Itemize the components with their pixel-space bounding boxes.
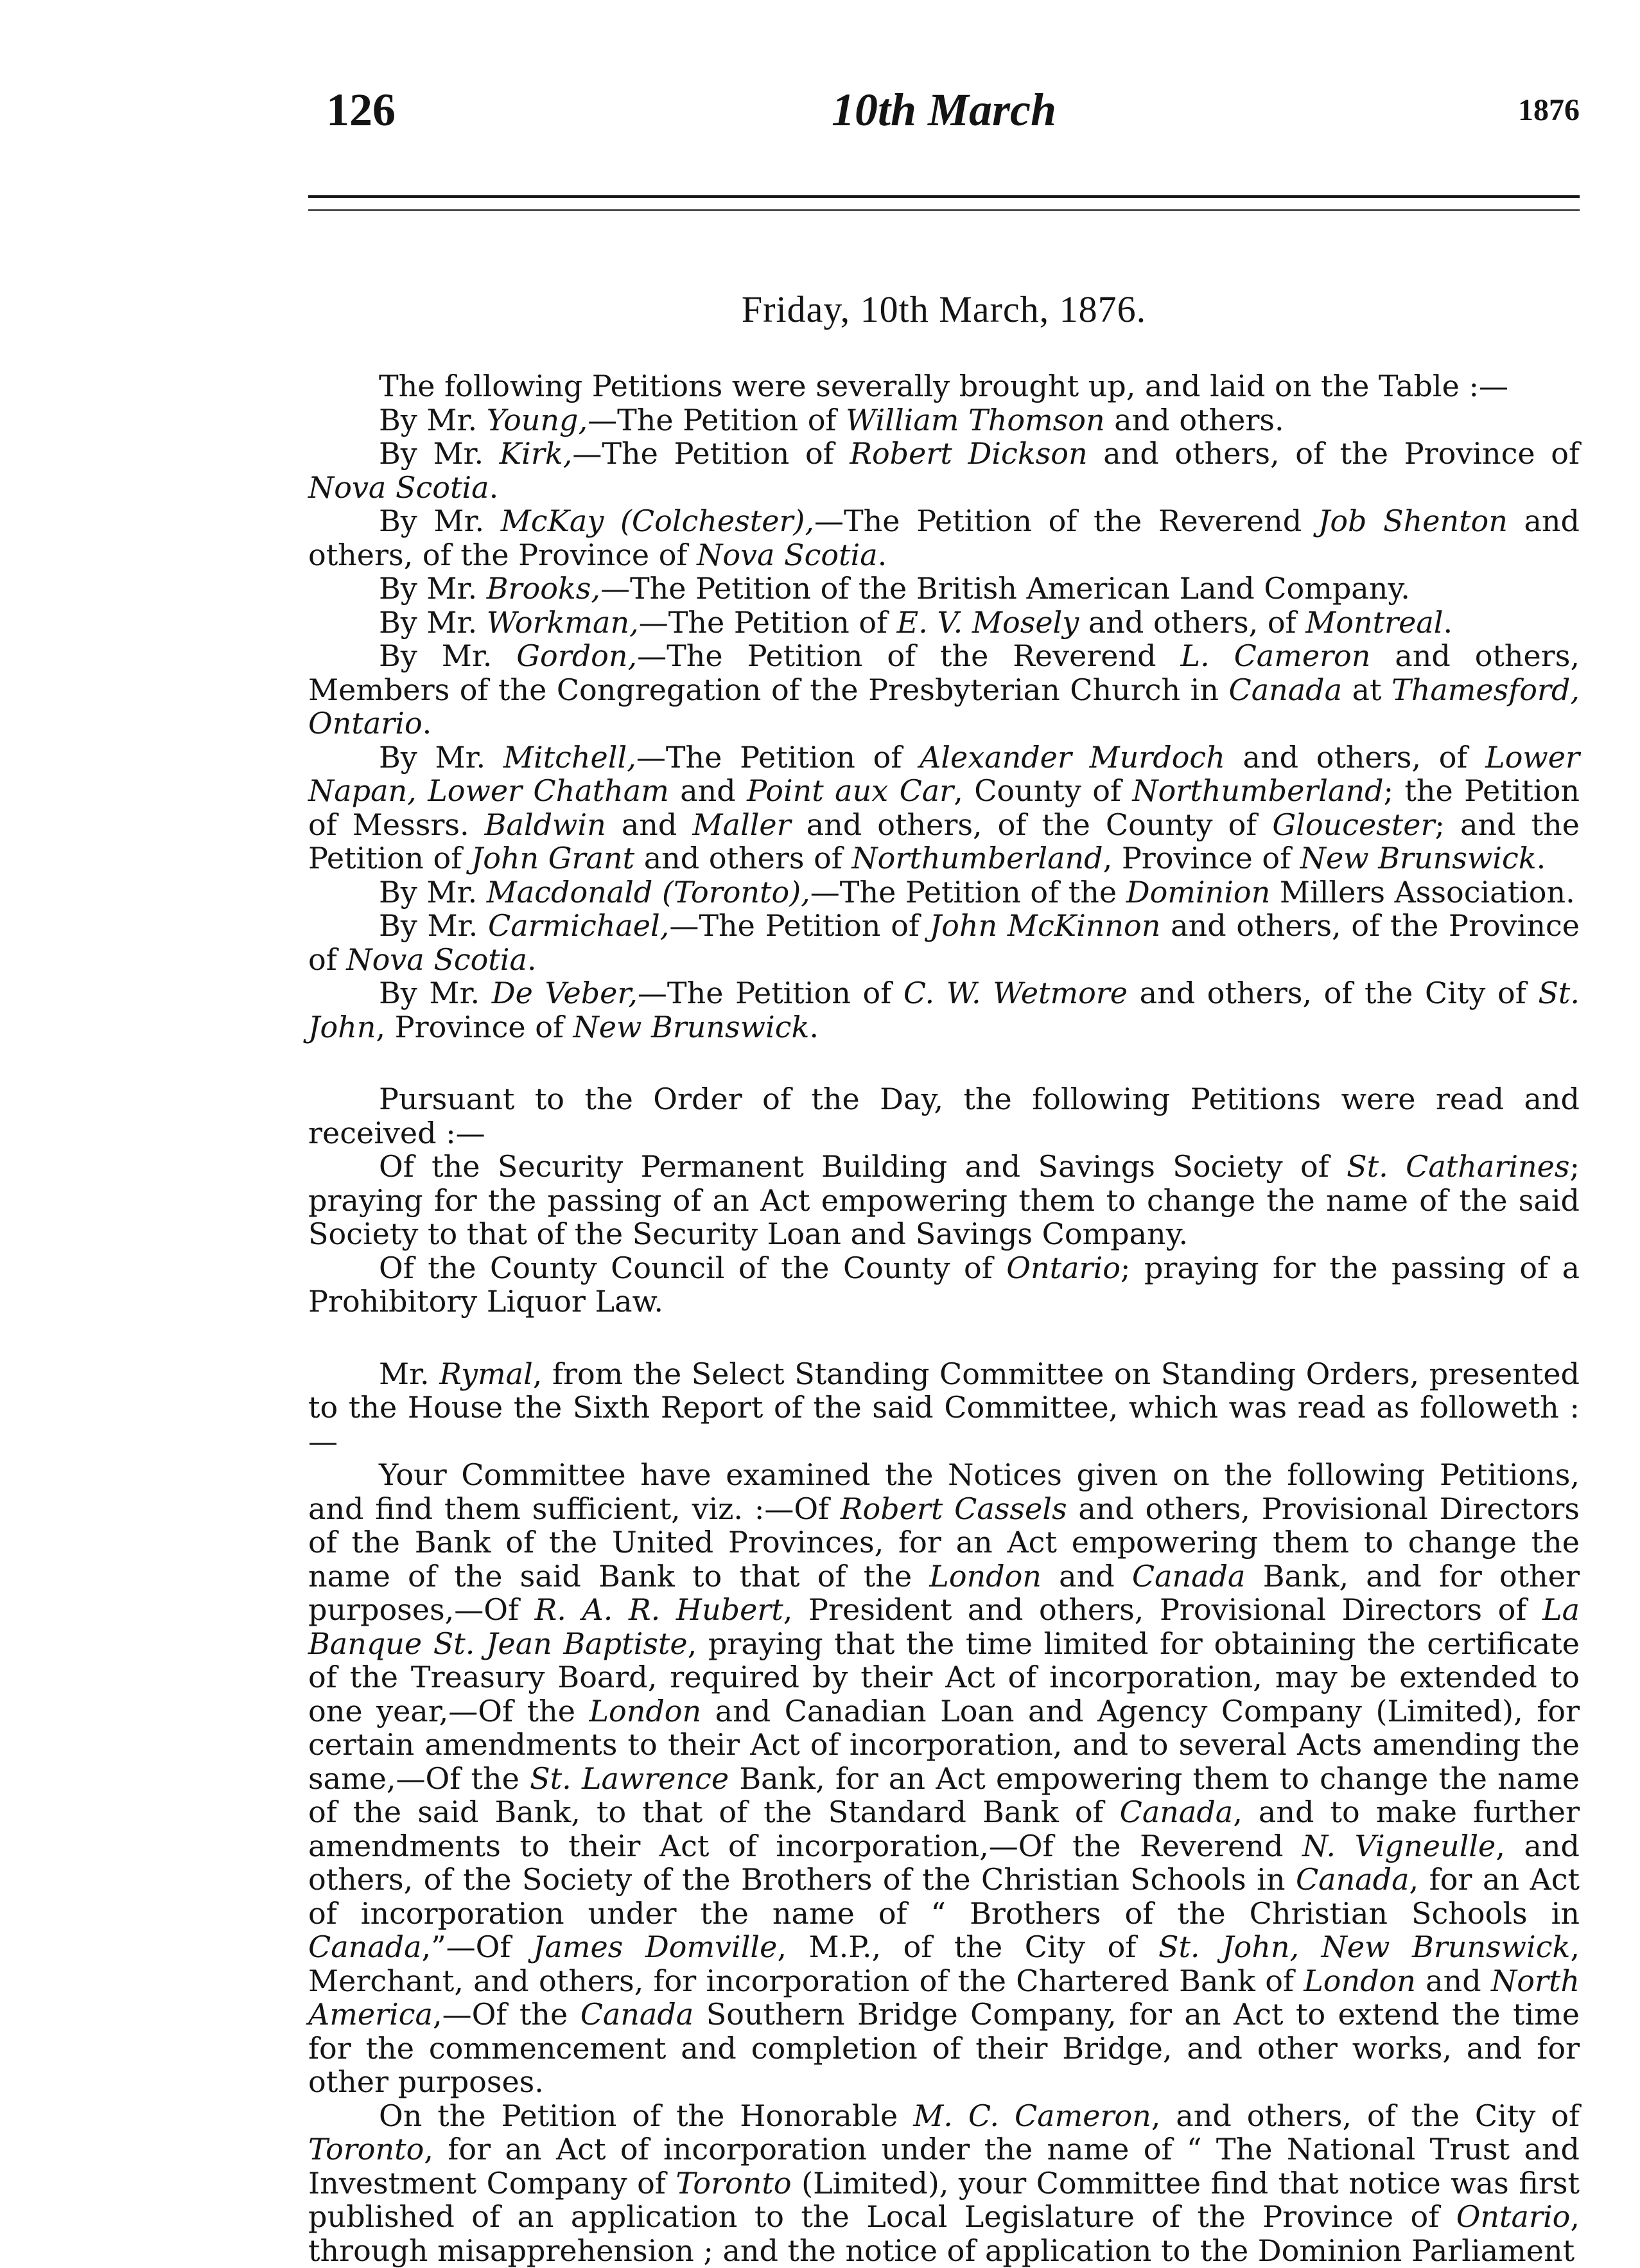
section-gap (308, 1319, 1580, 1357)
date-heading: Friday, 10th March, 1876. (741, 288, 1147, 330)
order-intro: Pursuant to the Order of the Day, the following Petitions were read and received :— (308, 1082, 1580, 1150)
petition-kirk: By Mr. Kirk,—The Petition of Robert Dickson and others, of the Province of Nova Scotia. (308, 436, 1580, 505)
petition-mckay: By Mr. McKay (Colchester),—The Petition of the Reverend Job Shenton and others, of the Province of Nova Scotia. (308, 504, 1580, 572)
petition-mitchell: By Mr. Mitchell,—The Petition of Alexander Murdoch and others, of Lower Napan, Lower Chatham and Point aux Car, County of Northumberland; the Petition of Messrs. Baldwin and Maller and others, of the County of Gloucester; and the Petition of John Grant and others of Northumberland, Province of New Brunswick. (308, 739, 1580, 875)
petition-security-society: Of the Security Permanent Building and Savings Society of St. Catharines; praying for the passing of an Act empowering them to change the name of the said Society to that of the Security Loan and Savings Company. (308, 1149, 1580, 1251)
running-title: 10th March (831, 84, 1057, 136)
petition-workman: By Mr. Workman,—The Petition of E. V. Mosely and others, of Montreal. (379, 604, 1453, 640)
petition-macdonald: By Mr. Macdonald (Toronto),—The Petition of the Dominion Millers Association. (379, 874, 1575, 910)
petition-county-council: Of the County Council of the County of Ontario; praying for the passing of a Prohibitory Liquor Law. (308, 1250, 1580, 1319)
petition-young: By Mr. Young,—The Petition of William Thomson and others. (379, 402, 1284, 437)
page-number: 126 (326, 84, 396, 136)
petition-carmichael: By Mr. Carmichael,—The Petition of John McKinnon and others, of the Province of Nova Scotia. (308, 908, 1580, 977)
section-gap (308, 1044, 1580, 1082)
rymal-report-intro: Mr. Rymal, from the Select Standing Committee on Standing Orders, presented to the House the Sixth Report of the said Committee, which was read as followeth :— (308, 1356, 1580, 1459)
petition-gordon: By Mr. Gordon,—The Petition of the Reverend L. Cameron and others, Members of the Congregation of the Presbyterian Church in Canada at Thamesford, Ontario. (308, 638, 1580, 741)
document-page (308, 84, 1580, 2267)
petitions-intro: The following Petitions were severally brought up, and laid on the Table :— (379, 369, 1508, 403)
petition-brooks: By Mr. Brooks,—The Petition of the British American Land Company. (379, 571, 1410, 606)
committee-report: Your Committee have examined the Notices given on the following Petitions, and find them sufficient, viz. :—Of Robert Cassels and others, Provisional Directors of the Bank of the United Provinces, for an Act empowering them to change the name of the said Bank to that of the London and Canada Bank, and for other purposes,—Of R. A. R. Hubert, President and others, Provisional Directors of La Banque St. Jean Baptiste, praying that the time limited for obtaining the certificate of the Treasury Board, required by their Act of incorporation, may be extended to one year,—Of the London and Canadian Loan and Agency Company (Limited), for certain amendments to their Act of incorporation, and to several Acts amending the same,—Of the St. Lawrence Bank, for an Act empowering them to change the name of the said Bank, to that of the Standard Bank of Canada, and to make further amendments to their Act of incorporation,—Of the Reverend N. Vigneulle, and others, of the Society of the Brothers of the Christian Schools in Canada, for an Act of incorporation under the name of “ Brothers of the Christian Schools in Canada,”—Of James Domville, M.P., of the City of St. John, New Brunswick, Merchant, and others, for incorporation of the Chartered Bank of London and North America,—Of the Canada Southern Bridge Company, for an Act to extend the time for the commencement and completion of their Bridge, and other works, and for other purposes. (308, 1457, 1580, 2099)
header-rule (308, 195, 1580, 211)
running-year: 1876 (1518, 93, 1580, 127)
cameron-petition: On the Petition of the Honorable M. C. Cameron, and others, of the City of Toronto, for an Act of incorporation under the name of “ The National Trust and Investment Company of Toronto (Limited), your Committee find that notice was first published of an application to the Local Legislature of the Province of Ontario, through misapprehension ; and the notice of application to the Dominion Parliament (308, 2098, 1580, 2268)
running-head (308, 84, 1580, 154)
petition-deveber: By Mr. De Veber,—The Petition of C. W. Wetmore and others, of the City of St. John, Province of New Brunswick. (308, 976, 1580, 1044)
